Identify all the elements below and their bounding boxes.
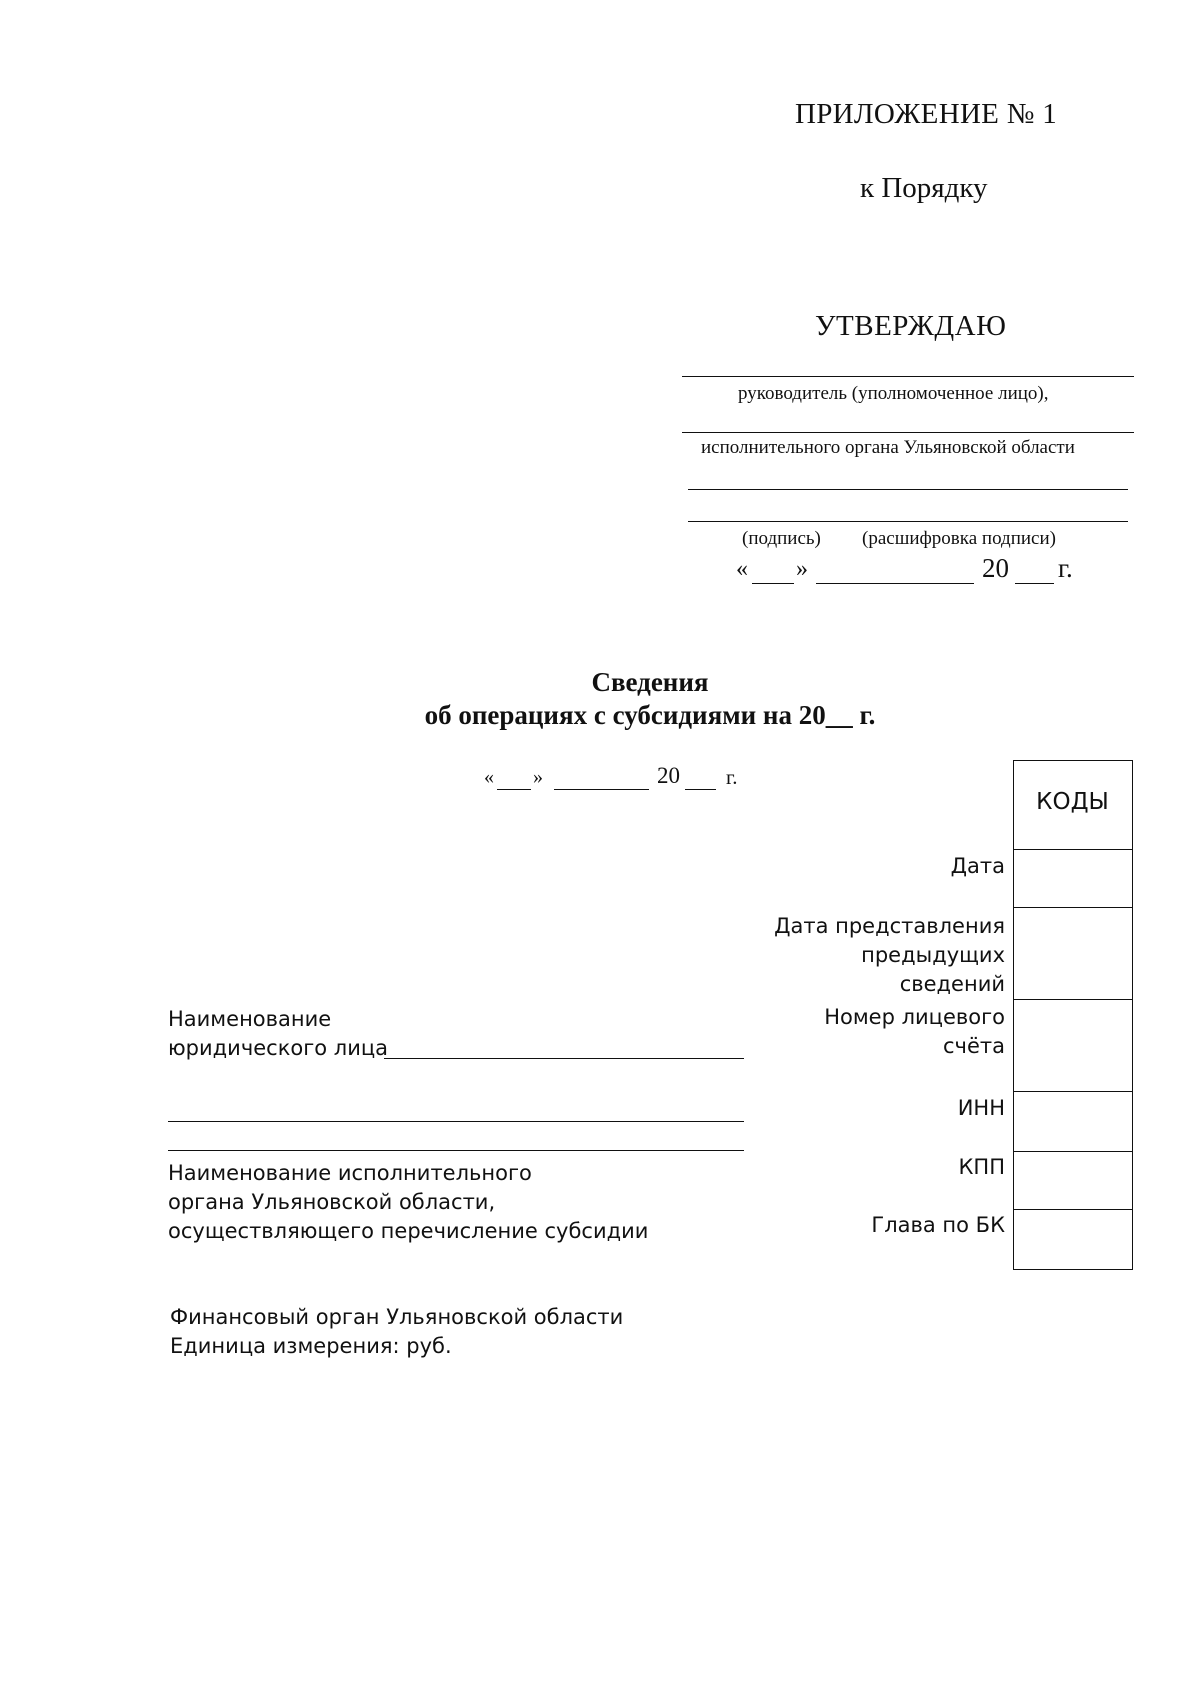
approval-date-open: « <box>736 556 748 582</box>
label-previous-date: Дата представления предыдущих сведений <box>774 914 1005 996</box>
document-day-line <box>497 789 531 790</box>
organ-label-3: осуществляющего перечисление субсидии <box>168 1219 649 1243</box>
code-cell-kpp <box>1014 1151 1132 1210</box>
financial-organ-label: Финансовый орган Ульяновской области <box>170 1305 624 1329</box>
head-caption: руководитель (уполномоченное лицо), <box>738 383 1049 404</box>
document-year-suffix: г. <box>726 765 738 789</box>
label-account-number: Номер лицевого счёта <box>824 1005 1005 1058</box>
signature-line <box>688 521 1128 522</box>
blank-line-2 <box>168 1150 744 1151</box>
code-cell-inn <box>1014 1091 1132 1152</box>
code-cell-date <box>1014 849 1132 908</box>
legal-entity-label-1: Наименование <box>168 1007 332 1031</box>
code-cell-previous-date <box>1014 907 1132 1000</box>
label-date: Дата <box>950 854 1005 878</box>
document-title: Сведения <box>591 667 709 697</box>
approver-line-1 <box>682 376 1134 377</box>
organ-label-1: Наименование исполнительного <box>168 1161 532 1185</box>
approval-date-close: » <box>796 556 808 582</box>
label-budget-chapter: Глава по БК <box>871 1213 1005 1237</box>
document-year-prefix: 20 <box>657 763 680 788</box>
blank-line-1 <box>168 1121 744 1122</box>
document-subtitle: об операциях с субсидиями на 20__ г. <box>424 700 876 730</box>
approval-year-prefix: 20 <box>982 553 1009 583</box>
codes-header: КОДЫ <box>1036 789 1109 815</box>
document-year-line <box>685 789 716 790</box>
legal-entity-label-2: юридического лица <box>168 1036 389 1060</box>
code-cell-account <box>1014 999 1132 1092</box>
to-order-caption: к Порядку <box>860 172 988 204</box>
approve-title: УТВЕРЖДАЮ <box>815 310 1007 342</box>
document-date-close: » <box>533 766 543 788</box>
label-inn: ИНН <box>957 1096 1005 1120</box>
approval-day-line <box>752 583 794 584</box>
approval-month-line <box>816 583 974 584</box>
signature-caption: (подпись) <box>742 528 821 549</box>
approval-year-line <box>1015 583 1054 584</box>
decryption-caption: (расшифровка подписи) <box>862 528 1056 549</box>
approver-line-2 <box>682 432 1134 433</box>
codes-table <box>1013 760 1133 1270</box>
organ-label-2: органа Ульяновской области, <box>168 1190 496 1214</box>
label-kpp: КПП <box>958 1155 1005 1179</box>
code-cell-budget-chapter <box>1014 1209 1132 1270</box>
unit-label: Единица измерения: руб. <box>170 1334 452 1358</box>
approval-year-suffix: г. <box>1058 553 1073 583</box>
appendix-number: ПРИЛОЖЕНИЕ № 1 <box>795 98 1058 130</box>
approver-line-3 <box>688 489 1128 490</box>
document-date-open: « <box>484 766 494 788</box>
document-month-line <box>554 789 649 790</box>
organ-caption: исполнительного органа Ульяновской области <box>701 437 1075 458</box>
legal-entity-line <box>384 1058 744 1059</box>
